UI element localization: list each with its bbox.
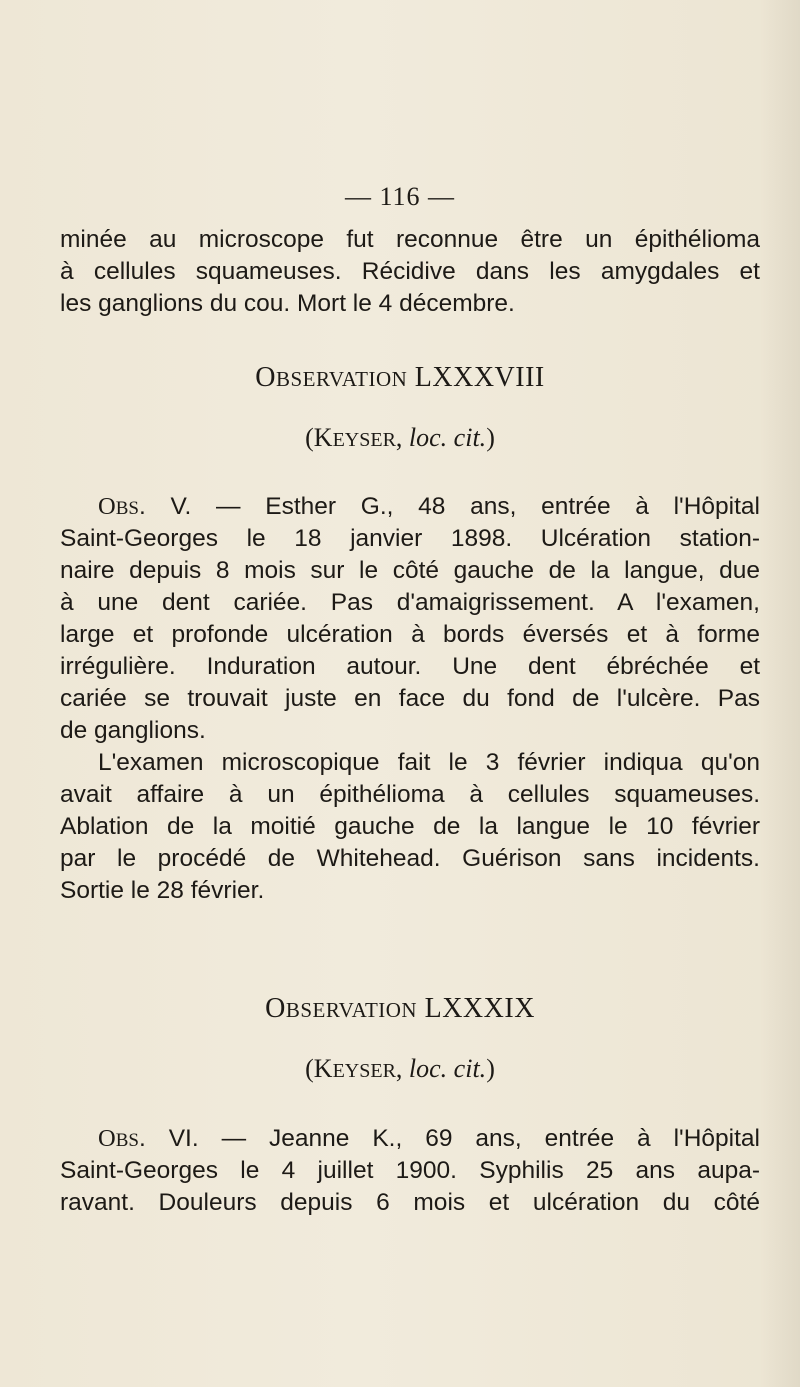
intro-paragraph bbox=[60, 224, 760, 320]
observation-88-heading: OBSERVATION LXXXVIII bbox=[255, 362, 545, 393]
intro-line: minée au microscope fut reconnue être un épithélioma bbox=[60, 226, 760, 253]
obs-line: OBS. V. — Esther G., 48 ans, entrée à l'Hôpital bbox=[98, 493, 760, 520]
intro-line: les ganglions du cou. Mort le 4 décembre. bbox=[60, 290, 515, 317]
obs-line: L'examen microscopique fait le 3 février indiqua qu'on bbox=[98, 749, 760, 776]
obs-line: naire depuis 8 mois sur le côté gauche de la langue, due bbox=[60, 557, 760, 584]
page-number: — 116 — bbox=[344, 182, 456, 211]
obs-line: Ablation de la moitié gauche de la langue le 10 février bbox=[60, 813, 760, 840]
obs-line: avait affaire à un épithélioma à cellules squameuses. bbox=[60, 781, 760, 808]
obs-line: OBS. VI. — Jeanne K., 69 ans, entrée à l'Hôpital bbox=[98, 1125, 760, 1152]
obs-line: de ganglions. bbox=[60, 717, 206, 744]
obs-line: cariée se trouvait juste en face du fond de l'ulcère. Pas bbox=[60, 685, 760, 712]
observation-88-reference: (KEYSER, loc. cit.) bbox=[305, 423, 495, 452]
obs-line: à une dent cariée. Pas d'amaigrissement. A l'examen, bbox=[60, 589, 760, 616]
obs-line: ravant. Douleurs depuis 6 mois et ulcération du côté bbox=[60, 1189, 760, 1216]
intro-line: à cellules squameuses. Récidive dans les amygdales et bbox=[60, 258, 760, 285]
observation-89-heading: OBSERVATION LXXXIX bbox=[265, 993, 535, 1024]
obs-line: Sortie le 28 février. bbox=[60, 877, 265, 904]
obs-line: large et profonde ulcération à bords éversés et à forme bbox=[60, 621, 760, 648]
obs-line: par le procédé de Whitehead. Guérison sans incidents. bbox=[60, 845, 760, 872]
obs-line: Saint-Georges le 18 janvier 1898. Ulcération station- bbox=[60, 525, 760, 552]
observation-89-body bbox=[60, 1123, 760, 1219]
observation-88-body bbox=[60, 491, 760, 907]
observation-89-reference: (KEYSER, loc. cit.) bbox=[305, 1054, 495, 1083]
obs-line: irrégulière. Induration autour. Une dent ébréchée et bbox=[60, 653, 760, 680]
obs-line: Saint-Georges le 4 juillet 1900. Syphilis 25 ans aupa- bbox=[60, 1157, 760, 1184]
